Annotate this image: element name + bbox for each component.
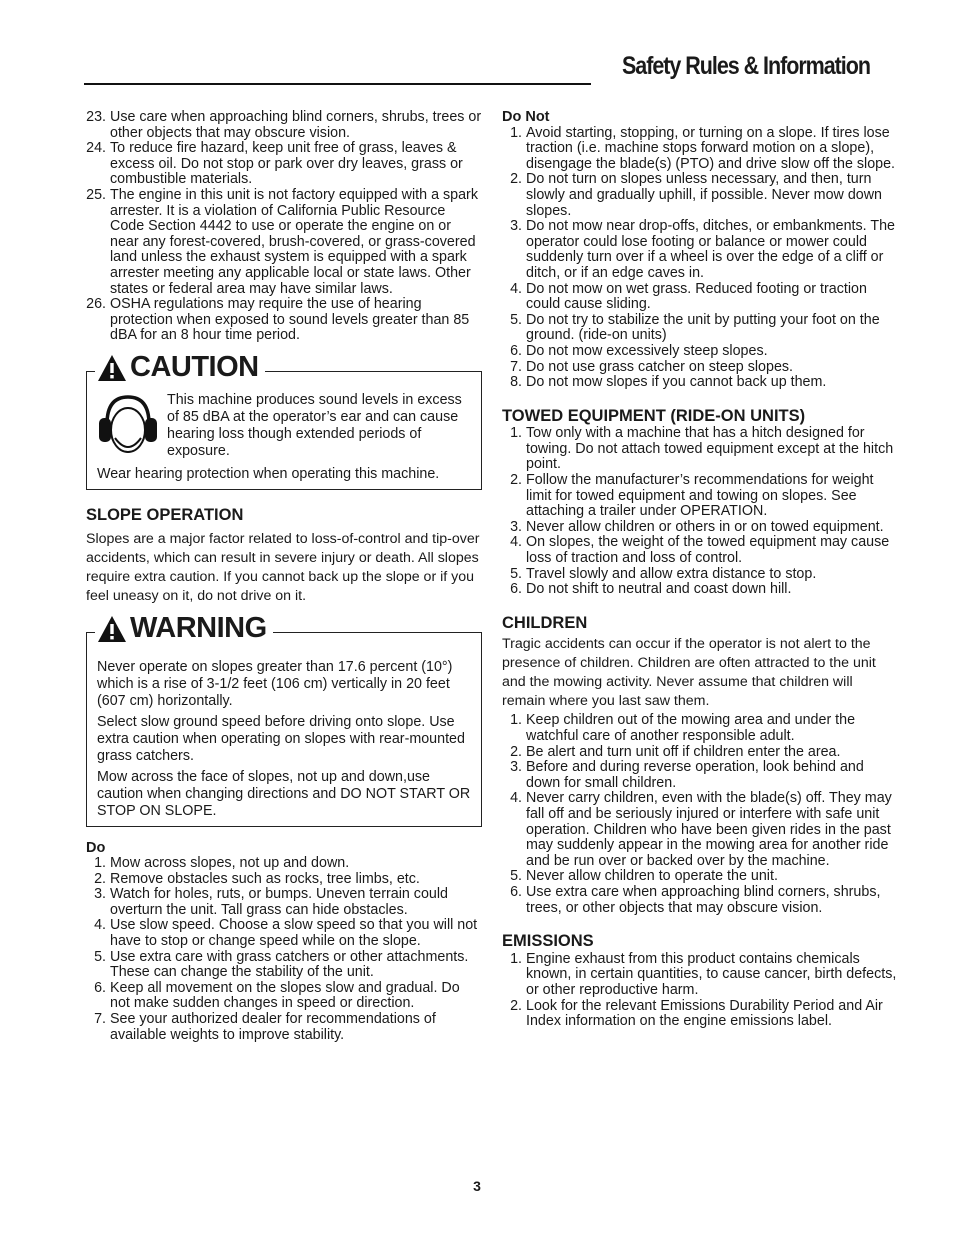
caution-text-2: Wear hearing protection when operating this machine.: [97, 465, 440, 482]
emissions-list: [502, 952, 898, 1030]
right-column: [502, 110, 898, 1030]
list-item: 4. On slopes, the weight of the towed equipment may cause loss of traction and loss of control.: [510, 534, 890, 567]
list-item: 2. Look for the relevant Emissions Durability Period and Air Index information on the engine emissions label.: [510, 997, 883, 1030]
header-rule: [84, 83, 591, 85]
children-text: Tragic accidents can occur if the operator is not alert to the presence of children. Children are often attracted to the unit and the mowing activity. Never assume that children will remain where you last saw them.: [502, 636, 876, 710]
list-item: 2. Remove obstacles such as rocks, tree limbs, etc.: [94, 870, 420, 887]
warning-box: [86, 611, 482, 827]
do-not-heading: Do Not: [502, 109, 550, 125]
list-item: 2. Do not turn on slopes unless necessary, and then, turn slowly and gradually uphill, if possible. Never mow down slopes.: [510, 171, 883, 219]
list-item: 3. Never allow children or others in or on towed equipment.: [510, 518, 884, 535]
list-item: 1. Engine exhaust from this product contains chemicals known, in certain quantities, to cause cancer, birth defects, or other reproductive harm.: [510, 950, 897, 998]
page-number: 3: [473, 1178, 481, 1194]
list-item: 24. To reduce fire hazard, keep unit free of grass, leaves & excess oil. Do not stop or park over dry leaves, grass or combustible materials.: [86, 140, 463, 188]
list-item: 2. Be alert and turn unit off if children enter the area.: [510, 743, 841, 760]
page-title: Safety Rules & Information: [622, 52, 870, 80]
list-item: 7. See your authorized dealer for recommendations of available weights to improve stability.: [94, 1011, 436, 1043]
list-item: 23. Use care when approaching blind corners, shrubs, trees or other objects that may obscure vision.: [86, 109, 482, 141]
warning-triangle-icon: [97, 615, 127, 643]
slope-operation-text: Slopes are a major factor related to loss-of-control and tip-over accidents, which can result in severe injury or death. All slopes require extra caution. If you cannot back up the slope or if you feel uneasy on it, do not drive on it.: [86, 530, 480, 604]
list-item: 26. OSHA regulations may require the use of hearing protection when exposed to sound levels greater than 85 dBA for an 8 hour time period.: [86, 296, 470, 344]
warning-triangle-icon: [97, 354, 127, 382]
do-list: [86, 856, 482, 1043]
list-item: 5. Travel slowly and allow extra distance to stop.: [510, 565, 817, 582]
emissions-heading: EMISSIONS: [502, 932, 594, 951]
list-item: 1. Mow across slopes, not up and down.: [94, 855, 350, 872]
hearing-protection-icon: [97, 394, 159, 460]
list-item: 6. Do not mow excessively steep slopes.: [510, 342, 768, 359]
do-heading: Do: [86, 839, 106, 856]
warning-text-3: Mow across the face of slopes, not up and down,use caution when changing directions and DO NOT START OR STOP ON SLOPE.: [97, 768, 471, 819]
list-item: 5. Use extra care with grass catchers or other attachments. These can change the stability of the unit.: [94, 948, 469, 981]
list-item: 6. Keep all movement on the slopes slow and gradual. Do not make sudden changes in speed or direction.: [94, 979, 460, 1012]
list-item: 5. Never allow children to operate the unit.: [510, 868, 778, 885]
list-item: 5. Do not try to stabilize the unit by putting your foot on the ground. (ride-on units): [510, 311, 880, 344]
caution-title: CAUTION: [95, 354, 265, 382]
list-item: 4. Use slow speed. Choose a slow speed so that you will not have to stop or change speed while on the slope.: [94, 917, 478, 950]
list-item: 1. Avoid starting, stopping, or turning on a slope. If tires lose traction (i.e. machine stops forward motion on a slope), disengage the blade(s) (PTO) and drive slow off the slope.: [510, 124, 896, 172]
list-item: 8. Do not mow slopes if you cannot back up them.: [510, 374, 827, 391]
slope-operation-heading: SLOPE OPERATION: [86, 505, 244, 524]
list-item: 4. Never carry children, even with the blade(s) off. They may fall off and be seriously injured or interfere with safe unit operation. Children who have been given rides in the past may suddenly appear in the mowing area for another ride and be run over or backed over by the machine.: [510, 790, 892, 869]
list-item: 7. Do not use grass catcher on steep slopes.: [510, 358, 794, 375]
children-heading: CHILDREN: [502, 613, 588, 632]
list-item: 3. Before and during reverse operation, look behind and down for small children.: [510, 759, 864, 791]
caution-text: This machine produces sound levels in excess of 85 dBA at the operator’s ear and can cause hearing loss though extended periods of exposure.: [167, 391, 462, 459]
warning-text-1: Never operate on slopes greater than 17.6 percent (10°) which is a rise of 3-1/2 feet (106 cm) vertically in 20 feet (607 cm) horizontally.: [97, 658, 453, 709]
list-item: 6. Do not shift to neutral and coast down hill.: [510, 581, 792, 598]
list-item: 4. Do not mow on wet grass. Reduced footing or traction could cause sliding.: [510, 280, 867, 313]
children-list: [502, 713, 898, 916]
list-item: 3. Do not mow near drop-offs, ditches, or embankments. The operator could lose footing or balance or mower could suddenly turn over if a wheel is over the edge of a cliff or ditch, or if an edge caves in.: [510, 218, 895, 281]
list-item: 1. Keep children out of the mowing area and under the watchful care of another responsible adult.: [510, 712, 856, 744]
warning-title: WARNING: [95, 615, 273, 643]
caution-box: [86, 351, 482, 490]
list-item: 6. Use extra care when approaching blind corners, shrubs, trees, or other objects that may obscure vision.: [510, 883, 881, 916]
list-item: 3. Watch for holes, ruts, or bumps. Uneven terrain could overturn the unit. Tall grass can hide obstacles.: [94, 886, 448, 918]
list-item: 1. Tow only with a machine that has a hitch designed for towing. Do not attach towed equipment except at the hitch point.: [510, 425, 894, 473]
warning-text-2: Select slow ground speed before driving onto slope. Use extra caution when operating on slopes with rear-mounted grass catchers.: [97, 713, 465, 764]
towed-equipment-heading: TOWED EQUIPMENT (RIDE-ON UNITS): [502, 406, 806, 425]
list-item: 25. The engine in this unit is not factory equipped with a spark arrester. It is a violation of California Public Resource Code Section 4442 to use or operate the engine on or near any forest-covered, brush-covered, or grass-covered land unless the exhaust system is equipped with a spark arrester meeting any applicable local or state laws. Other states or federal area may have similar laws.: [86, 186, 478, 297]
safety-rules-list: [86, 110, 482, 344]
do-not-list: [502, 126, 898, 391]
list-item: 2. Follow the manufacturer’s recommendations for weight limit for towed equipment and towing on slopes. See attaching a trailer under OPERATION.: [510, 472, 874, 520]
towed-equipment-list: [502, 426, 898, 598]
left-column: [86, 110, 482, 1043]
